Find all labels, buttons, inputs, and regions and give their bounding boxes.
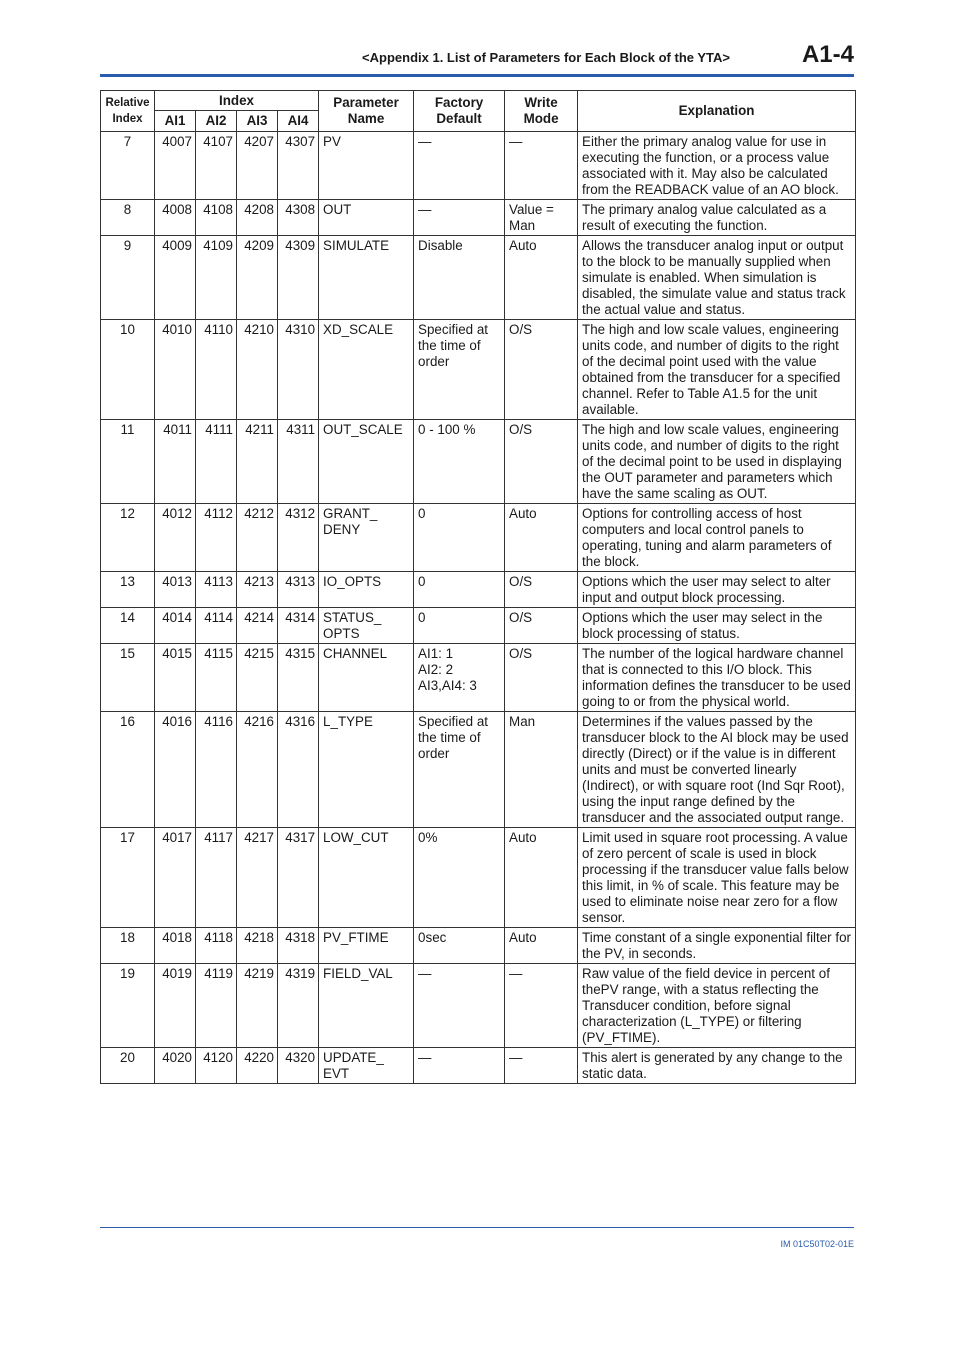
ai3-index-cell: 4216	[237, 712, 278, 828]
relative-index-cell: 14	[101, 608, 155, 644]
parameter-name-cell: SIMULATE	[319, 236, 414, 320]
write-mode-cell: —	[505, 132, 578, 200]
table-body	[101, 132, 856, 1084]
table-row	[101, 964, 856, 1048]
parameter-name-cell: UPDATE_ EVT	[319, 1048, 414, 1084]
parameter-name-cell: GRANT_ DENY	[319, 504, 414, 572]
ai4-index-cell: 4318	[278, 928, 319, 964]
parameter-name-cell: IO_OPTS	[319, 572, 414, 608]
header-title: <Appendix 1. List of Parameters for Each Block of the YTA>	[362, 50, 730, 65]
factory-default-cell: 0	[414, 504, 505, 572]
header-ai1: AI1	[155, 111, 196, 132]
ai4-index-cell: 4311	[278, 420, 319, 504]
explanation-cell: The high and low scale values, engineering units code, and number of digits to the right of the decimal point to be used in displaying the OUT parameter and parameters which have the same scaling as OUT.	[578, 420, 856, 504]
header-ai3: AI3	[237, 111, 278, 132]
factory-default-cell: 0 - 100 %	[414, 420, 505, 504]
write-mode-cell: O/S	[505, 320, 578, 420]
ai4-index-cell: 4314	[278, 608, 319, 644]
ai3-index-cell: 4218	[237, 928, 278, 964]
explanation-cell: Limit used in square root processing. A value of zero percent of scale is used in block processing if the transducer value falls below this limit, in % of scale. This feature may be used to eliminate noise near zero for a flow sensor.	[578, 828, 856, 928]
write-mode-cell: O/S	[505, 420, 578, 504]
relative-index-cell: 8	[101, 200, 155, 236]
table-row	[101, 504, 856, 572]
ai4-index-cell: 4319	[278, 964, 319, 1048]
explanation-cell: The high and low scale values, engineering units code, and number of digits to the right of the decimal point used with the value obtained from the transducer for a specified channel. Refer to Table A1.5 for the unit available.	[578, 320, 856, 420]
relative-index-cell: 15	[101, 644, 155, 712]
ai2-index-cell: 4115	[196, 644, 237, 712]
parameter-name-cell: STATUS_ OPTS	[319, 608, 414, 644]
header-index: Index	[155, 91, 319, 111]
header-write-mode: Write Mode	[505, 91, 578, 132]
write-mode-cell: Auto	[505, 828, 578, 928]
ai1-index-cell: 4008	[155, 200, 196, 236]
page-header	[100, 40, 854, 74]
ai2-index-cell: 4109	[196, 236, 237, 320]
ai1-index-cell: 4020	[155, 1048, 196, 1084]
relative-index-cell: 16	[101, 712, 155, 828]
ai4-index-cell: 4309	[278, 236, 319, 320]
table-row	[101, 644, 856, 712]
ai4-index-cell: 4316	[278, 712, 319, 828]
table-row	[101, 1048, 856, 1084]
relative-index-cell: 18	[101, 928, 155, 964]
relative-index-cell: 19	[101, 964, 155, 1048]
table-row	[101, 712, 856, 828]
ai3-index-cell: 4210	[237, 320, 278, 420]
parameter-name-cell: PV_FTIME	[319, 928, 414, 964]
ai1-index-cell: 4014	[155, 608, 196, 644]
ai1-index-cell: 4007	[155, 132, 196, 200]
explanation-cell: The number of the logical hardware channel that is connected to this I/O block. This information defines the transducer to be used going to or from the physical world.	[578, 644, 856, 712]
ai4-index-cell: 4313	[278, 572, 319, 608]
relative-index-cell: 9	[101, 236, 155, 320]
relative-index-cell: 7	[101, 132, 155, 200]
ai1-index-cell: 4018	[155, 928, 196, 964]
ai1-index-cell: 4017	[155, 828, 196, 928]
ai2-index-cell: 4113	[196, 572, 237, 608]
factory-default-cell: —	[414, 964, 505, 1048]
ai2-index-cell: 4111	[196, 420, 237, 504]
ai1-index-cell: 4013	[155, 572, 196, 608]
ai2-index-cell: 4108	[196, 200, 237, 236]
write-mode-cell: Auto	[505, 504, 578, 572]
write-mode-cell: Man	[505, 712, 578, 828]
table-row	[101, 608, 856, 644]
ai1-index-cell: 4009	[155, 236, 196, 320]
ai2-index-cell: 4117	[196, 828, 237, 928]
ai4-index-cell: 4312	[278, 504, 319, 572]
factory-default-cell: —	[414, 132, 505, 200]
page-number: A1-4	[801, 41, 854, 68]
table-row	[101, 420, 856, 504]
ai4-index-cell: 4317	[278, 828, 319, 928]
table-row	[101, 200, 856, 236]
relative-index-cell: 20	[101, 1048, 155, 1084]
ai1-index-cell: 4015	[155, 644, 196, 712]
ai3-index-cell: 4214	[237, 608, 278, 644]
write-mode-cell: Auto	[505, 236, 578, 320]
relative-index-cell: 12	[101, 504, 155, 572]
parameter-name-cell: CHANNEL	[319, 644, 414, 712]
explanation-cell: Allows the transducer analog input or output to the block to be manually supplied when simulate is enabled. When simulation is disabled, the simulate value and status track the actual value and status.	[578, 236, 856, 320]
factory-default-cell: 0sec	[414, 928, 505, 964]
ai3-index-cell: 4209	[237, 236, 278, 320]
factory-default-cell: 0	[414, 608, 505, 644]
ai1-index-cell: 4012	[155, 504, 196, 572]
factory-default-cell: —	[414, 200, 505, 236]
ai4-index-cell: 4310	[278, 320, 319, 420]
ai3-index-cell: 4212	[237, 504, 278, 572]
ai2-index-cell: 4114	[196, 608, 237, 644]
ai1-index-cell: 4010	[155, 320, 196, 420]
table-row	[101, 828, 856, 928]
factory-default-cell: —	[414, 1048, 505, 1084]
ai2-index-cell: 4120	[196, 1048, 237, 1084]
factory-default-cell: 0	[414, 572, 505, 608]
parameter-name-cell: OUT_SCALE	[319, 420, 414, 504]
write-mode-cell: O/S	[505, 608, 578, 644]
ai3-index-cell: 4213	[237, 572, 278, 608]
ai3-index-cell: 4220	[237, 1048, 278, 1084]
ai3-index-cell: 4211	[237, 420, 278, 504]
explanation-cell: Options which the user may select in the block processing of status.	[578, 608, 856, 644]
ai2-index-cell: 4119	[196, 964, 237, 1048]
explanation-cell: The primary analog value calculated as a result of executing the function.	[578, 200, 856, 236]
parameter-table	[100, 90, 856, 1084]
table-row	[101, 928, 856, 964]
ai3-index-cell: 4219	[237, 964, 278, 1048]
explanation-cell: Raw value of the field device in percent of thePV range, with a status reflecting the Transducer condition, before signal characterization (L_TYPE) or filtering (PV_FTIME).	[578, 964, 856, 1048]
factory-default-cell: Disable	[414, 236, 505, 320]
parameter-name-cell: OUT	[319, 200, 414, 236]
header-rule	[100, 74, 854, 77]
header-explanation: Explanation	[578, 91, 856, 132]
parameter-name-cell: XD_SCALE	[319, 320, 414, 420]
write-mode-cell: Value = Man	[505, 200, 578, 236]
relative-index-cell: 13	[101, 572, 155, 608]
ai2-index-cell: 4112	[196, 504, 237, 572]
header-factory-default: Factory Default	[414, 91, 505, 132]
footer-rule	[100, 1227, 854, 1228]
ai1-index-cell: 4016	[155, 712, 196, 828]
factory-default-cell: AI1: 1 AI2: 2 AI3,AI4: 3	[414, 644, 505, 712]
table-row	[101, 572, 856, 608]
ai4-index-cell: 4308	[278, 200, 319, 236]
factory-default-cell: Specified at the time of order	[414, 320, 505, 420]
ai1-index-cell: 4011	[155, 420, 196, 504]
ai2-index-cell: 4118	[196, 928, 237, 964]
explanation-cell: Either the primary analog value for use in executing the function, or a process value associated with it. May also be calculated from the READBACK value of an AO block.	[578, 132, 856, 200]
explanation-cell: Determines if the values passed by the transducer block to the AI block may be used directly (Direct) or if the value is in different units and must be converted linearly (Indirect), or with square root (Ind Sqr Root), using the input range defined by the transducer and the associated output range.	[578, 712, 856, 828]
write-mode-cell: O/S	[505, 572, 578, 608]
factory-default-cell: 0%	[414, 828, 505, 928]
parameter-name-cell: LOW_CUT	[319, 828, 414, 928]
ai4-index-cell: 4307	[278, 132, 319, 200]
header-parameter-name: Parameter Name	[319, 91, 414, 132]
header-ai2: AI2	[196, 111, 237, 132]
document-id: IM 01C50T02-01E	[780, 1239, 854, 1249]
ai4-index-cell: 4315	[278, 644, 319, 712]
header-relative-index: Relative Index	[101, 91, 155, 132]
table-row	[101, 132, 856, 200]
parameter-name-cell: FIELD_VAL	[319, 964, 414, 1048]
explanation-cell: This alert is generated by any change to the static data.	[578, 1048, 856, 1084]
ai1-index-cell: 4019	[155, 964, 196, 1048]
relative-index-cell: 17	[101, 828, 155, 928]
ai2-index-cell: 4107	[196, 132, 237, 200]
ai3-index-cell: 4207	[237, 132, 278, 200]
relative-index-cell: 11	[101, 420, 155, 504]
ai3-index-cell: 4217	[237, 828, 278, 928]
table-row	[101, 236, 856, 320]
parameter-name-cell: PV	[319, 132, 414, 200]
ai2-index-cell: 4116	[196, 712, 237, 828]
write-mode-cell: —	[505, 964, 578, 1048]
table-row	[101, 320, 856, 420]
ai4-index-cell: 4320	[278, 1048, 319, 1084]
relative-index-cell: 10	[101, 320, 155, 420]
write-mode-cell: Auto	[505, 928, 578, 964]
ai3-index-cell: 4215	[237, 644, 278, 712]
parameter-name-cell: L_TYPE	[319, 712, 414, 828]
explanation-cell: Time constant of a single exponential filter for the PV, in seconds.	[578, 928, 856, 964]
ai2-index-cell: 4110	[196, 320, 237, 420]
factory-default-cell: Specified at the time of order	[414, 712, 505, 828]
header-ai4: AI4	[278, 111, 319, 132]
explanation-cell: Options which the user may select to alter input and output block processing.	[578, 572, 856, 608]
explanation-cell: Options for controlling access of host computers and local control panels to operating, tuning and alarm parameters of the block.	[578, 504, 856, 572]
ai3-index-cell: 4208	[237, 200, 278, 236]
write-mode-cell: —	[505, 1048, 578, 1084]
write-mode-cell: O/S	[505, 644, 578, 712]
